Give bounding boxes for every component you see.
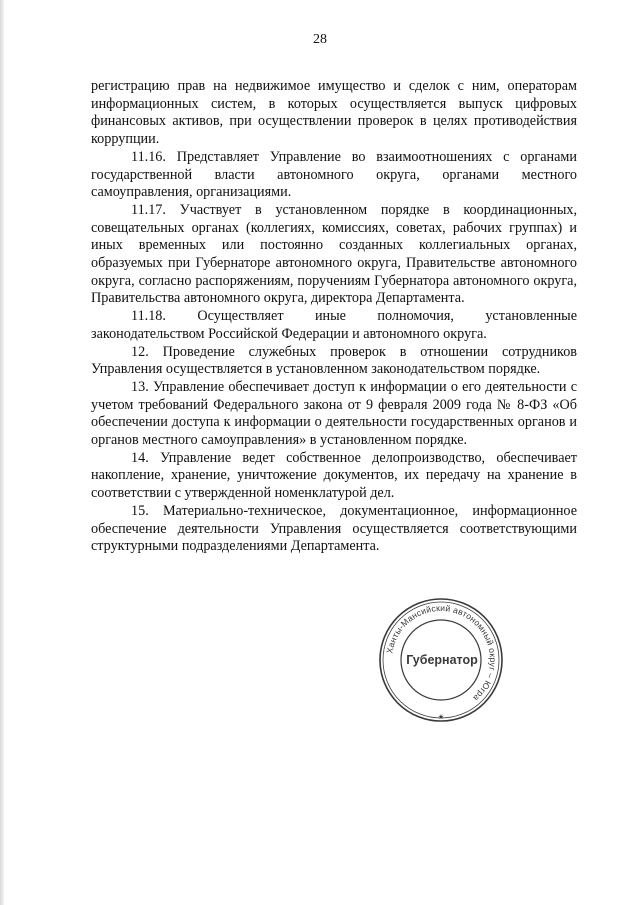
page-number: 28 xyxy=(313,32,327,47)
scan-edge xyxy=(0,0,4,905)
paragraph-11-18: 11.18. Осуществляет иные полномочия, установленные законодательством Российской Федерации и автономного округа. xyxy=(91,308,577,342)
official-seal xyxy=(376,595,506,725)
seal-center-text: Губернатор xyxy=(406,653,478,667)
paragraph-11-16: 11.16. Представляет Управление во взаимоотношениях с органами государственной власти автономного округа, органами местного самоуправления, организациями. xyxy=(91,148,577,201)
paragraph-13: 13. Управление обеспечивает доступ к информации о его деятельности с учетом требований Федерального закона от 9 февраля 2009 года № 8-ФЗ «Об обеспечении доступа к информации о деятельности государственных органов и органов местного самоуправления» в установленном порядке. xyxy=(91,378,577,449)
seal-ring-text: Ханты-Мансийский автономный округ – Югра xyxy=(384,602,499,704)
document-body xyxy=(91,78,577,556)
paragraph-11-17: 11.17. Участвует в установленном порядке в координационных, совещательных органах (коллегиях, комиссиях, советах, рабочих группах) и иных временных или постоянно созданных коллегиальных органах, образуемых при Губернаторе автономного округа, Правительстве автономного округа, согласно распоряжениям, поручениям Губернатора автономного округа, Правительства автономного округа, директора Департамента. xyxy=(91,201,577,307)
paragraph-12: 12. Проведение служебных проверок в отношении сотрудников Управления осуществляется в установленном законодательством порядке. xyxy=(91,343,577,378)
seal-star-icon: ★ xyxy=(437,713,445,721)
paragraph-continuation: регистрацию прав на недвижимое имущество и сделок с ним, операторам информационных систем, в которых осуществляется выпуск цифровых финансовых активов, при осуществлении проверок в целях противодействия коррупции. xyxy=(91,78,577,148)
paragraph-14: 14. Управление ведет собственное делопроизводство, обеспечивает накопление, хранение, уничтожение документов, их передачу на хранение в соответствии с утвержденной номенклатурой дел. xyxy=(91,449,577,502)
paragraph-15: 15. Материально-техническое, документационное, информационное обеспечение деятельности Управления осуществляется соответствующими структурными подразделениями Департамента. xyxy=(91,502,577,555)
